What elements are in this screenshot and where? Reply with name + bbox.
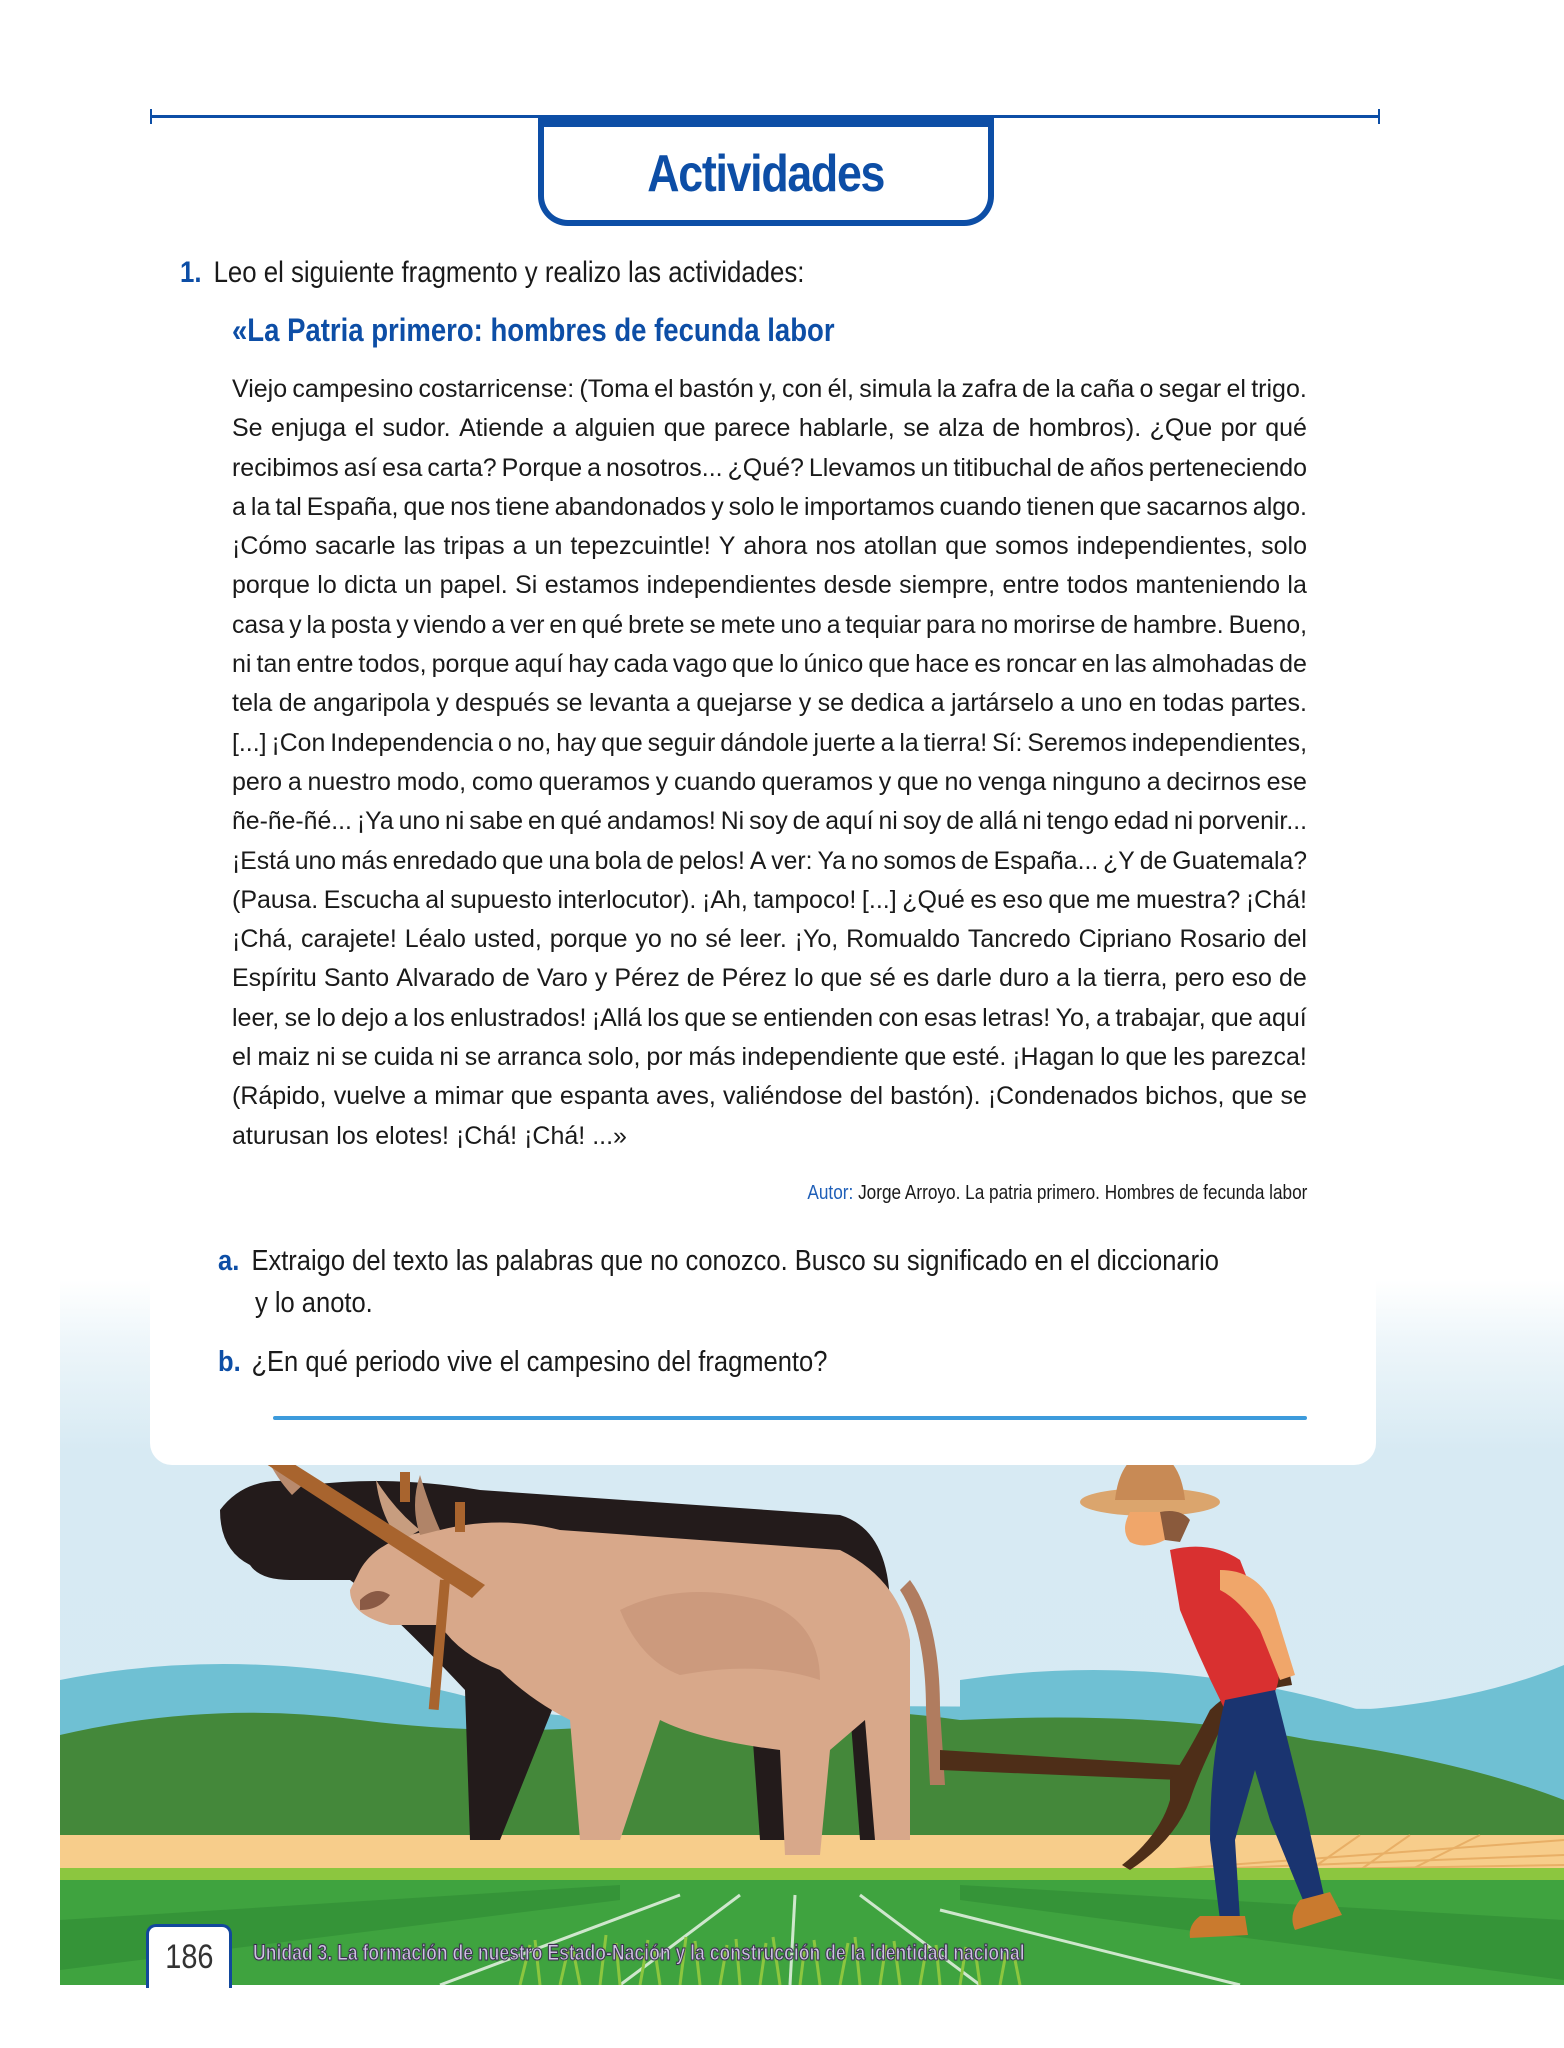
- unit-title: Unidad 3. La formación de nuestro Estado-Nación y la construcción de la identidad nacional: [253, 1940, 1025, 1965]
- excerpt-line: a la tal España, que nos tiene abandonados y solo le importamos cuando tienen que sacarnos algo.: [232, 492, 1307, 521]
- excerpt-line: ni tan entre todos, porque aquí hay cada vago que lo único que hace es roncar en las almohadas de: [232, 650, 1307, 679]
- excerpt-line: casa y la posta y viendo a ver en qué brete se mete uno a tequiar para no morirse de hambre. Bueno,: [232, 610, 1307, 639]
- excerpt-line: ¡Cómo sacarle las tripas a un tepezcuintle! Y ahora nos atollan que somos independientes, solo: [232, 532, 1307, 561]
- activity-a-letter: a.: [218, 1245, 240, 1277]
- author-credit: [807, 1182, 1307, 1205]
- excerpt-line: leer, se lo dejo a los enlustrados! ¡Allá los que se entienden con esas letras! Yo, a trabajar, que aquí: [232, 1003, 1307, 1032]
- activity-a: [218, 1245, 1219, 1278]
- activity-a-text: Extraigo del texto las palabras que no conozco. Busco su significado en el diccionario: [251, 1245, 1219, 1277]
- question-prompt: [180, 256, 804, 290]
- excerpt-line: aturusan los elotes! ¡Chá! ¡Chá! ...»: [232, 1121, 627, 1150]
- excerpt-line: [...] ¡Con Independencia o no, hay que seguir dándole juerte a la tierra! Sí: Seremos independientes,: [232, 728, 1307, 757]
- activity-b: [218, 1346, 827, 1379]
- section-title-tab: [538, 116, 994, 226]
- page-number-box: [146, 1924, 232, 1988]
- activity-b-text: ¿En qué periodo vive el campesino del fragmento?: [251, 1346, 828, 1378]
- author-text: Jorge Arroyo. La patria primero. Hombres de fecunda labor: [852, 1182, 1307, 1204]
- excerpt-line: ¡Chá, carajete! Léalo usted, porque yo no sé leer. ¡Yo, Romualdo Tancredo Cipriano Rosario del: [232, 925, 1307, 954]
- excerpt-line: (Rápido, vuelve a mimar que espanta aves, valiéndose del bastón). ¡Condenados bichos, que se: [232, 1082, 1307, 1111]
- author-label: Autor:: [806, 1182, 853, 1204]
- question-text: Leo el siguiente fragmento y realizo las actividades:: [213, 256, 805, 289]
- excerpt-line: tela de angaripola y después se levanta a quejarse y se dedica a jartárselo a uno en todas partes.: [232, 689, 1307, 718]
- excerpt-line: Espíritu Santo Alvarado de Varo y Pérez de Pérez lo que sé es darle duro a la tierra, pero eso de: [232, 964, 1307, 993]
- excerpt-line: (Pausa. Escucha al supuesto interlocutor). ¡Ah, tampoco! [...] ¿Qué es eso que me muestra? ¡Chá!: [232, 885, 1307, 914]
- excerpt-line: Viejo campesino costarricense: (Toma el bastón y, con él, simula la zafra de la caña o segar el trigo.: [232, 375, 1307, 403]
- excerpt-line: Se enjuga el sudor. Atiende a alguien que parece hablarle, se alza de hombros). ¿Que por qué: [232, 414, 1307, 443]
- activity-a-continued: y lo anoto.: [255, 1287, 373, 1319]
- excerpt-line: ñe-ñe-ñé... ¡Ya uno ni sabe en qué andamos! Ni soy de aquí ni soy de allá ni tengo edad ni porvenir...: [232, 807, 1307, 836]
- excerpt-line: ¡Está uno más enredado que una bola de pelos! A ver: Ya no somos de España... ¿Y de Guatemala?: [232, 846, 1307, 875]
- page-number: 186: [164, 1938, 214, 1976]
- excerpt-line: porque lo dicta un papel. Si estamos independientes desde siempre, entre todos manteniendo la: [232, 571, 1307, 600]
- excerpt-line: el maiz ni se cuida ni se arranca solo, por más independiente que esté. ¡Hagan lo que les parezca!: [232, 1043, 1307, 1072]
- section-title: Actividades: [647, 144, 885, 203]
- excerpt-body: [232, 370, 1307, 1156]
- excerpt-title: «La Patria primero: hombres de fecunda labor: [232, 312, 835, 348]
- excerpt-line: pero a nuestro modo, como queramos y cuando queramos y que no venga ninguno a decirnos ese: [232, 767, 1307, 796]
- activity-b-letter: b.: [218, 1346, 241, 1378]
- question-number: 1.: [180, 256, 202, 289]
- excerpt-line: recibimos así esa carta? Porque a nosotros... ¿Qué? Llevamos un titibuchal de años perteneciendo: [232, 453, 1307, 482]
- answer-line-b[interactable]: [273, 1416, 1307, 1420]
